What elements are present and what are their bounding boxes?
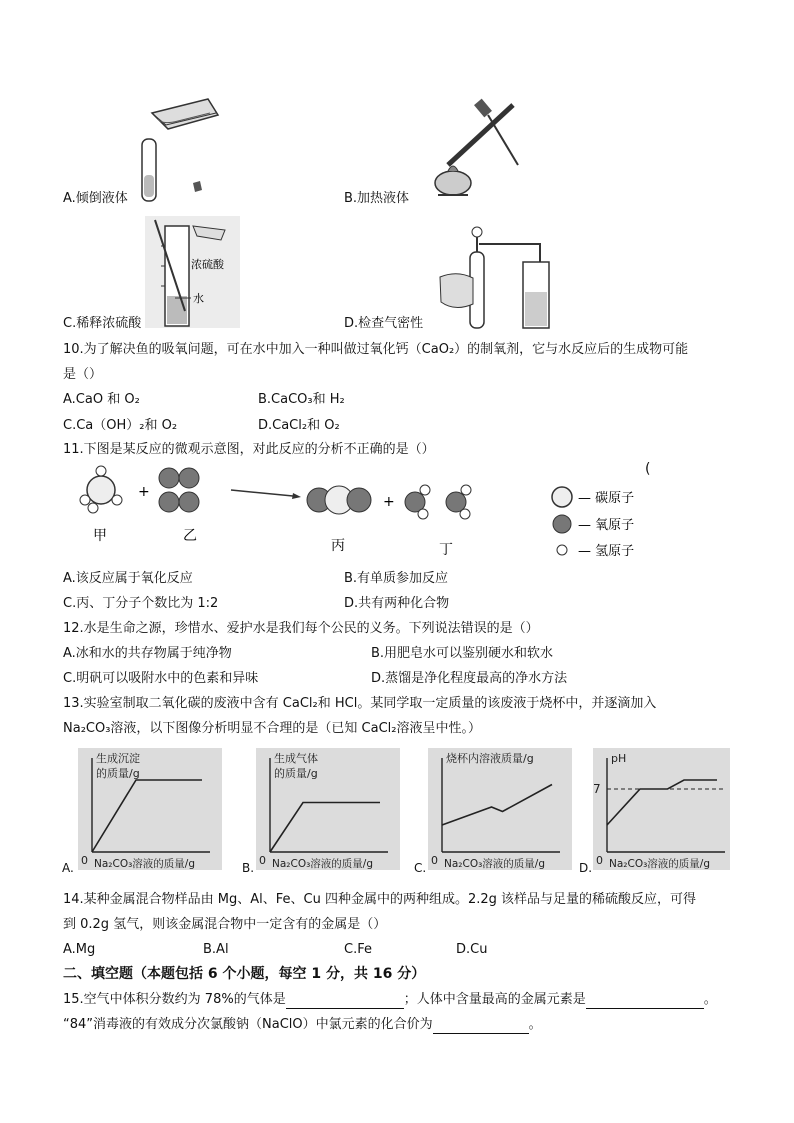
svg-text:+: + xyxy=(383,494,395,510)
legend-carbon: — 碳原子 xyxy=(578,491,635,506)
q12-option-a: A.冰和水的共存物属于纯净物 xyxy=(63,646,232,661)
label-yi: 乙 xyxy=(183,528,197,544)
chart-option-0: A. xyxy=(62,861,74,875)
x-label-1: Na₂CO₃溶液的质量/g xyxy=(272,858,374,870)
y-label-2-0: 烧杯内溶液质量/g xyxy=(446,752,534,765)
dilute-acid-image xyxy=(145,216,240,328)
section2-title: 二、填空题（本题包括 6 个小题，每空 1 分，共 16 分） xyxy=(63,966,426,982)
acid-label: 浓硫酸 xyxy=(191,258,224,271)
q11-paren: ( xyxy=(645,461,651,477)
q12-option-d: D.蒸馏是净化程度最高的净水方法 xyxy=(371,671,568,686)
origin-1: 0 xyxy=(259,854,266,867)
q10-option-a: A.CaO 和 O₂ xyxy=(63,392,140,407)
y-label-0-0: 生成沉淀 xyxy=(96,752,140,765)
q11-option-d: D.共有两种化合物 xyxy=(344,596,450,611)
y-label-0-1: 的质量/g xyxy=(96,767,140,780)
q15-blank2[interactable] xyxy=(586,994,704,1009)
q10-option-c: C.Ca（OH）₂和 O₂ xyxy=(63,418,178,433)
label-bing: 丙 xyxy=(331,538,345,554)
q15-part5: 。 xyxy=(528,1017,542,1032)
q12-stem: 12.水是生命之源，珍惜水、爱护水是我们每个公民的义务。下列说法错误的是（） xyxy=(63,621,539,636)
q14-stem-line2: 到 0.2g 氢气，则该金属混合物中一定含有的金属是（） xyxy=(63,917,387,932)
q10-stem-line1: 10.为了解决鱼的吸氧问题，可在水中加入一种叫做过氧化钙（CaO₂）的制氧剂，它与水反应后的生成物可能 xyxy=(63,342,689,357)
air-tightness-image xyxy=(435,222,555,330)
q10-option-b: B.CaCO₃和 H₂ xyxy=(258,392,345,407)
q9-option-d: D.检查气密性 xyxy=(344,316,424,331)
q14-stem-line1: 14.某种金属混合物样品由 Mg、Al、Fe、Cu 四种金属中的两种组成。2.2g 该样品与足量的稀硫酸反应，可得 xyxy=(63,892,697,907)
q9-option-a: A.倾倒液体 xyxy=(63,191,128,206)
q9-option-b: B.加热液体 xyxy=(344,191,410,206)
q11-option-c: C.丙、丁分子个数比为 1:2 xyxy=(63,596,219,611)
q13-stem-line1: 13.实验室制取二氧化碳的废液中含有 CaCl₂和 HCl。某同学取一定质量的该废液于烧杯中，并逐滴加入 xyxy=(63,696,657,711)
chart-option-3: D. xyxy=(579,861,593,875)
q15-blank3[interactable] xyxy=(433,1019,529,1034)
legend-hydrogen: — 氢原子 xyxy=(578,544,635,559)
q14-option-a: A.Mg xyxy=(63,942,96,957)
q12-option-c: C.明矾可以吸附水中的色素和异味 xyxy=(63,671,259,686)
q14-option-c: C.Fe xyxy=(344,942,372,957)
q14-option-d: D.Cu xyxy=(456,942,488,957)
x-label-2: Na₂CO₃溶液的质量/g xyxy=(444,858,546,870)
q11-stem: 11.下图是某反应的微观示意图，对此反应的分析不正确的是（） xyxy=(63,442,435,457)
svg-text:+: + xyxy=(138,484,150,500)
q15-line1 xyxy=(63,991,717,1009)
legend-oxygen: — 氧原子 xyxy=(578,518,635,533)
q13-stem-line2: Na₂CO₃溶液，以下图像分析明显不合理的是（已知 CaCl₂溶液呈中性。） xyxy=(63,721,481,736)
methane-molecule xyxy=(80,466,122,513)
water-label: 水 xyxy=(193,292,204,305)
origin-3: 0 xyxy=(596,854,603,867)
pour-liquid-image xyxy=(138,95,228,205)
q14-option-b: B.Al xyxy=(203,942,229,957)
water-molecules xyxy=(405,485,471,519)
y-label-1-1: 的质量/g xyxy=(274,767,318,780)
q10-stem-line2: 是（） xyxy=(63,367,103,382)
q15-part4: “84”消毒液的有效成分次氯酸钠（NaClO）中氯元素的化合价为 xyxy=(63,1017,433,1032)
q15-blank1[interactable] xyxy=(286,994,404,1009)
reaction-diagram xyxy=(63,462,563,558)
q11-option-a: A.该反应属于氧化反应 xyxy=(63,571,193,586)
label-jia: 甲 xyxy=(93,528,107,544)
y-label-3-0: pH xyxy=(611,752,627,765)
heat-liquid-image xyxy=(418,95,528,205)
q13-charts xyxy=(60,748,730,880)
origin-0: 0 xyxy=(81,854,88,867)
ph7-tick: 7 xyxy=(593,782,601,796)
origin-2: 0 xyxy=(431,854,438,867)
x-label-3: Na₂CO₃溶液的质量/g xyxy=(609,858,711,870)
chart-option-2: C. xyxy=(414,861,427,875)
q15-part3: 。 xyxy=(703,992,717,1007)
chart-option-1: B. xyxy=(242,861,255,875)
label-ding: 丁 xyxy=(439,542,453,558)
x-label-0: Na₂CO₃溶液的质量/g xyxy=(94,858,196,870)
oxygen-molecules xyxy=(159,468,199,512)
q15-part1: 15.空气中体积分数约为 78%的气体是 xyxy=(63,992,286,1007)
y-label-1-0: 生成气体 xyxy=(274,752,318,765)
q9-option-c: C.稀释浓硫酸 xyxy=(63,316,142,331)
q15-line2 xyxy=(63,1016,542,1034)
q12-option-b: B.用肥皂水可以鉴别硬水和软水 xyxy=(371,646,554,661)
carbon-dioxide-molecule xyxy=(307,486,371,514)
q11-option-b: B.有单质参加反应 xyxy=(344,571,449,586)
atom-legend xyxy=(548,484,658,566)
q15-part2: ；人体中含量最高的金属元素是 xyxy=(403,992,586,1007)
q10-option-d: D.CaCl₂和 O₂ xyxy=(258,418,340,433)
